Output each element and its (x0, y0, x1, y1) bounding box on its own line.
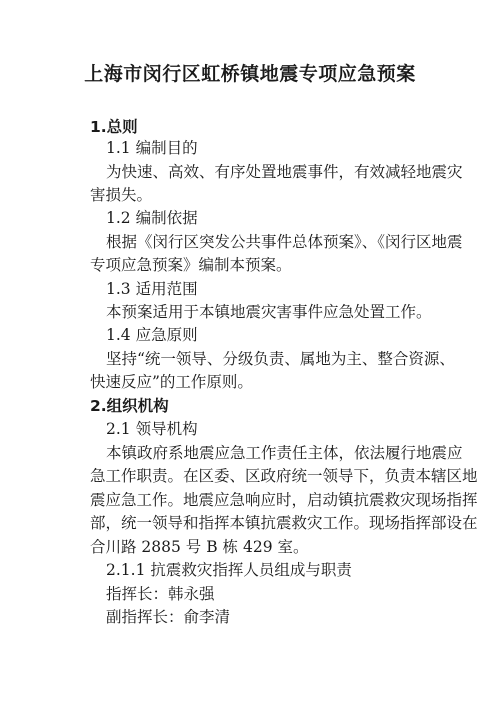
subheading-principles: 1.4 应急原则 (106, 326, 198, 344)
commander-line: 指挥长：韩永强 (106, 585, 215, 603)
paragraph-line: 为快速、高效、有序处置地震事件，有效减轻地震灾 (106, 163, 463, 181)
subheading-purpose: 1.1 编制目的 (106, 139, 198, 157)
subheading-scope: 1.3 适用范围 (106, 280, 198, 298)
document-title: 上海市闵行区虹桥镇地震专项应急预案 (84, 63, 416, 85)
deputy-commander-line: 副指挥长：俞李清 (106, 608, 231, 626)
paragraph-line: 坚持“统一领导、分级负责、属地为主、整合资源、 (106, 350, 455, 368)
paragraph-line: 合川路 2885 号 B 栋 429 室。 (90, 538, 309, 556)
heading-organization: 2.组织机构 (90, 397, 169, 415)
subheading-basis: 1.2 编制依据 (106, 209, 198, 227)
paragraph-line: 专项应急预案》编制本预案。 (90, 256, 292, 274)
paragraph-line: 本镇政府系地震应急工作责任主体，依法履行地震应 (106, 444, 463, 462)
paragraph-line: 害损失。 (90, 186, 153, 204)
paragraph-line: 根据《闵行区突发公共事件总体预案》、《闵行区地震 (106, 233, 463, 251)
paragraph-line: 震应急工作。地震应急响应时，启动镇抗震救灾现场指挥 (90, 491, 478, 509)
paragraph-line: 快速反应”的工作原则。 (90, 373, 253, 391)
paragraph-line: 部，统一领导和指挥本镇抗震救灾工作。现场指挥部设在 (90, 514, 478, 532)
subheading-command-staff: 2.1.1 抗震救灾指挥人员组成与职责 (106, 561, 352, 579)
paragraph-line: 本预案适用于本镇地震灾害事件应急处置工作。 (106, 303, 432, 321)
heading-general-principles: 1.总则 (90, 118, 138, 136)
paragraph-line: 急工作职责。在区委、区政府统一领导下，负责本辖区地 (90, 467, 478, 485)
subheading-leadership: 2.1 领导机构 (106, 420, 198, 438)
